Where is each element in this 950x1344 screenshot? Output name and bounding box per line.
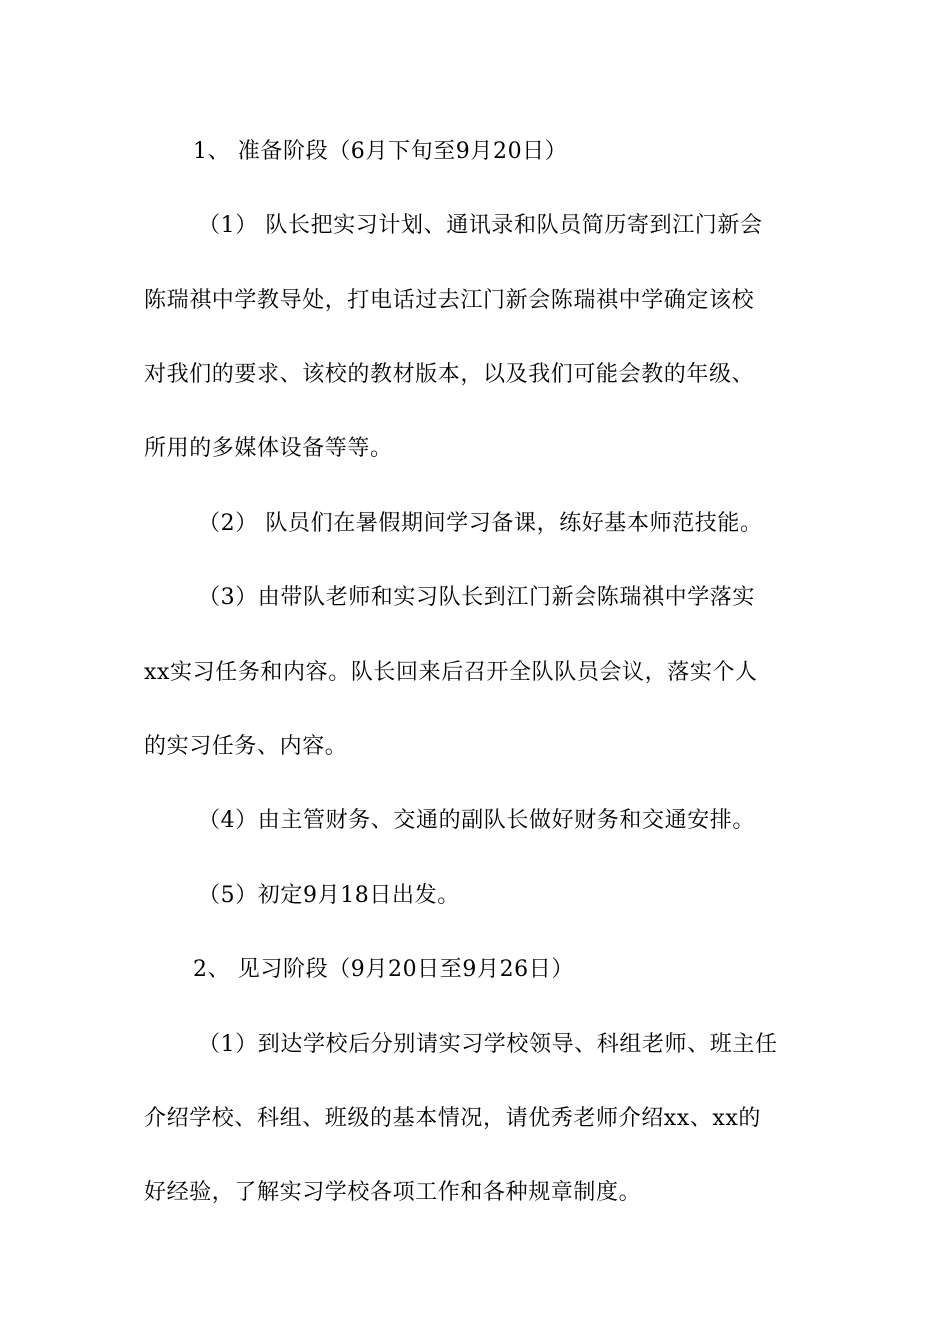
paragraph-line: xx实习任务和内容。队长回来后召开全队队员会议，落实个人	[144, 660, 758, 685]
paragraph-line: 对我们的要求、该校的教材版本，以及我们可能会教的年级、	[144, 362, 755, 387]
paragraph-line: （4）由主管财务、交通的副队长做好财务和交通安排。	[198, 808, 755, 833]
paragraph-line: 陈瑞祺中学教导处，打电话过去江门新会陈瑞祺中学确定该校	[144, 288, 755, 313]
paragraph-line: （1） 队长把实习计划、通讯录和队员简历寄到江门新会	[198, 213, 763, 238]
paragraph-line: （1）到达学校后分别请实习学校领导、科组老师、班主任	[198, 1032, 778, 1057]
paragraph-line: 好经验，了解实习学校各项工作和各种规章制度。	[144, 1180, 642, 1205]
paragraph-line: （2） 队员们在暑假期间学习备课，练好基本师范技能。	[198, 511, 763, 536]
section-heading-observation: 2、 见习阶段（9月20日至9月26日）	[193, 957, 574, 982]
section-heading-preparation: 1、 准备阶段（6月下旬至9月20日）	[193, 139, 568, 164]
paragraph-line: 所用的多媒体设备等等。	[144, 436, 393, 461]
paragraph-line: （3）由带队老师和实习队长到江门新会陈瑞祺中学落实	[198, 585, 755, 610]
paragraph-line: （5）初定9月18日出发。	[198, 883, 460, 908]
paragraph-line: 的实习任务、内容。	[144, 734, 348, 759]
paragraph-line: 介绍学校、科组、班级的基本情况，请优秀老师介绍xx、xx的	[144, 1106, 762, 1131]
